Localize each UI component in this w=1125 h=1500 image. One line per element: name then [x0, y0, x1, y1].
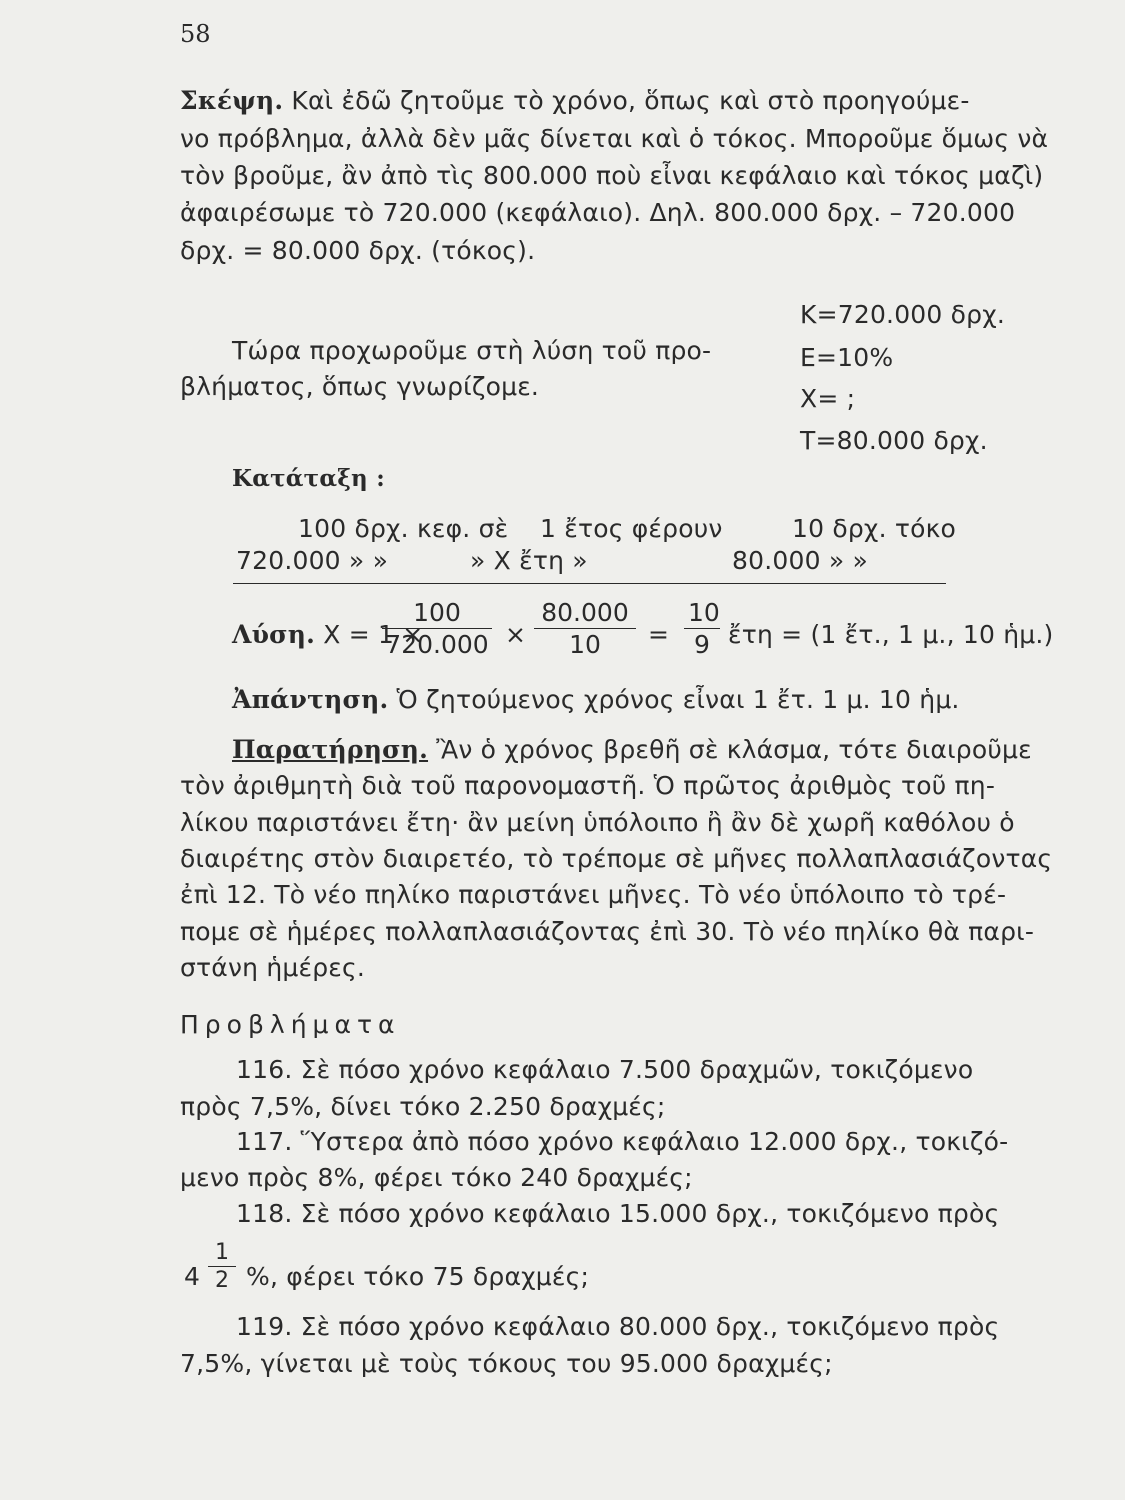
thought-text-1: Καὶ ἐδῶ ζητοῦμε τὸ χρόνο, ὅπως καὶ στὸ προηγούμε-	[291, 86, 970, 115]
answer-heading: Ἀπάντηση.	[232, 685, 389, 714]
problem-118-fraction-denominator: 2	[215, 1268, 229, 1293]
fraction-2	[534, 598, 636, 661]
thought-line-5: δρχ. = 80.000 δρχ. (τόκος).	[180, 236, 536, 265]
remark-line-4: διαιρέτης στὸν διαιρετέο, τὸ τρέπομε σὲ μῆνες πολλαπλασιάζοντας	[180, 844, 1053, 873]
fraction-1-denominator: 720.000	[385, 630, 489, 659]
arr-row2-a: 720.000 » »	[236, 546, 389, 575]
solution-heading: Λύση.	[232, 620, 316, 649]
fraction-3-numerator: 10	[684, 598, 720, 629]
now-text-line-1: Τώρα προχωροῦμε στὴ λύση τοῦ προ-	[232, 336, 712, 365]
given-rate: Ε=10%	[800, 343, 894, 372]
problem-118-line-1: 118. Σὲ πόσο χρόνο κεφάλαιο 15.000 δρχ., τοκιζόμενο πρὸς	[236, 1199, 1000, 1228]
remark-line-6: πομε σὲ ἡμέρες πολλαπλασιάζοντας ἐπὶ 30. Τὸ νέο πηλίκο θὰ παρι-	[180, 917, 1035, 946]
problem-116-line-1: 116. Σὲ πόσο χρόνο κεφάλαιο 7.500 δραχμῶν, τοκιζόμενο	[236, 1055, 974, 1084]
fraction-3	[684, 598, 720, 661]
answer-text: Ὁ ζητούμενος χρόνος εἶναι 1 ἔτ. 1 μ. 10 ἡμ.	[396, 685, 960, 714]
times-sign: ×	[505, 620, 527, 649]
arr-row2-b: » Χ ἔτη »	[470, 546, 588, 575]
arr-row1-b: 1 ἔτος φέρουν	[540, 514, 723, 543]
page-number: 58	[180, 20, 211, 48]
problem-118-fraction-numerator: 1	[208, 1240, 236, 1267]
answer-line	[232, 685, 960, 714]
problem-119-line-1: 119. Σὲ πόσο χρόνο κεφάλαιο 80.000 δρχ., τοκιζόμενο πρὸς	[236, 1312, 1000, 1341]
remark-line-2: τὸν ἀριθμητὴ διὰ τοῦ παρονομαστῆ. Ὁ πρῶτος ἀριθμὸς τοῦ πη-	[180, 771, 996, 800]
arr-row2-c: 80.000 » »	[732, 546, 868, 575]
remark-line-5: ἐπὶ 12. Τὸ νέο πηλίκο παριστάνει μῆνες. Τὸ νέο ὑπόλοιπο τὸ τρέ-	[180, 880, 1007, 909]
given-time: Χ= ;	[800, 384, 856, 413]
arrangement-heading: Κατάταξη :	[232, 465, 385, 492]
problem-118-line-2: %, φέρει τόκο 75 δραχμές;	[246, 1262, 590, 1291]
remark-line-3: λίκου παριστάνει ἔτη· ἂν μείνη ὑπόλοιπο ἢ ἂν δὲ χωρῆ καθόλου ὁ	[180, 808, 1015, 837]
fraction-2-numerator: 80.000	[534, 598, 636, 629]
remark-heading: Παρατήρηση.	[232, 735, 429, 764]
remark-text-1: Ἂν ὁ χρόνος βρεθῆ σὲ κλάσμα, τότε διαιροῦμε	[436, 735, 1032, 764]
problem-117-line-1: 117. Ὕστερα ἀπὸ πόσο χρόνο κεφάλαιο 12.000 δρχ., τοκιζό-	[236, 1127, 1009, 1156]
fraction-1-numerator: 100	[382, 598, 492, 629]
problems-heading: Προβλήματα	[180, 1010, 401, 1039]
given-capital: Κ=720.000 δρχ.	[800, 300, 1006, 329]
arr-row1-c: 10 δρχ. τόκο	[792, 514, 957, 543]
thought-heading: Σκέψη.	[180, 86, 284, 115]
fraction-3-denominator: 9	[694, 630, 710, 659]
remark-line-1	[232, 735, 1032, 764]
now-text-line-2: βλήματος, ὅπως γνωρίζομε.	[180, 372, 540, 401]
thought-line-2: νο πρόβλημα, ἀλλὰ δὲν μᾶς δίνεται καὶ ὁ τόκος. Μποροῦμε ὅμως νὰ	[180, 124, 1049, 153]
problem-119-line-2: 7,5%, γίνεται μὲ τοὺς τόκους του 95.000 δραχμές;	[180, 1349, 833, 1378]
remark-line-7: στάνη ἡμέρες.	[180, 953, 365, 982]
arrangement-rule	[233, 583, 946, 584]
thought-line-4: ἀφαιρέσωμε τὸ 720.000 (κεφάλαιο). Δηλ. 800.000 δρχ. – 720.000	[180, 198, 1016, 227]
solution-result: ἔτη = (1 ἔτ., 1 μ., 10 ἡμ.)	[728, 620, 1054, 649]
thought-line-1	[180, 86, 970, 115]
fraction-2-denominator: 10	[569, 630, 601, 659]
problem-118-whole: 4	[184, 1262, 201, 1291]
equals-sign: =	[648, 620, 670, 649]
given-interest: Τ=80.000 δρχ.	[800, 426, 988, 455]
solution-lhs-expr: Χ = 1 ×	[323, 620, 424, 649]
fraction-1	[382, 598, 492, 661]
arr-row1-a: 100 δρχ. κεφ. σὲ	[298, 514, 509, 543]
thought-line-3: τὸν βροῦμε, ἂν ἀπὸ τὶς 800.000 ποὺ εἶναι κεφάλαιο καὶ τόκος μαζὶ)	[180, 161, 1044, 190]
problem-116-line-2: πρὸς 7,5%, δίνει τόκο 2.250 δραχμές;	[180, 1092, 666, 1121]
problem-117-line-2: μενο πρὸς 8%, φέρει τόκο 240 δραχμές;	[180, 1163, 693, 1192]
problem-118-fraction	[208, 1240, 236, 1295]
